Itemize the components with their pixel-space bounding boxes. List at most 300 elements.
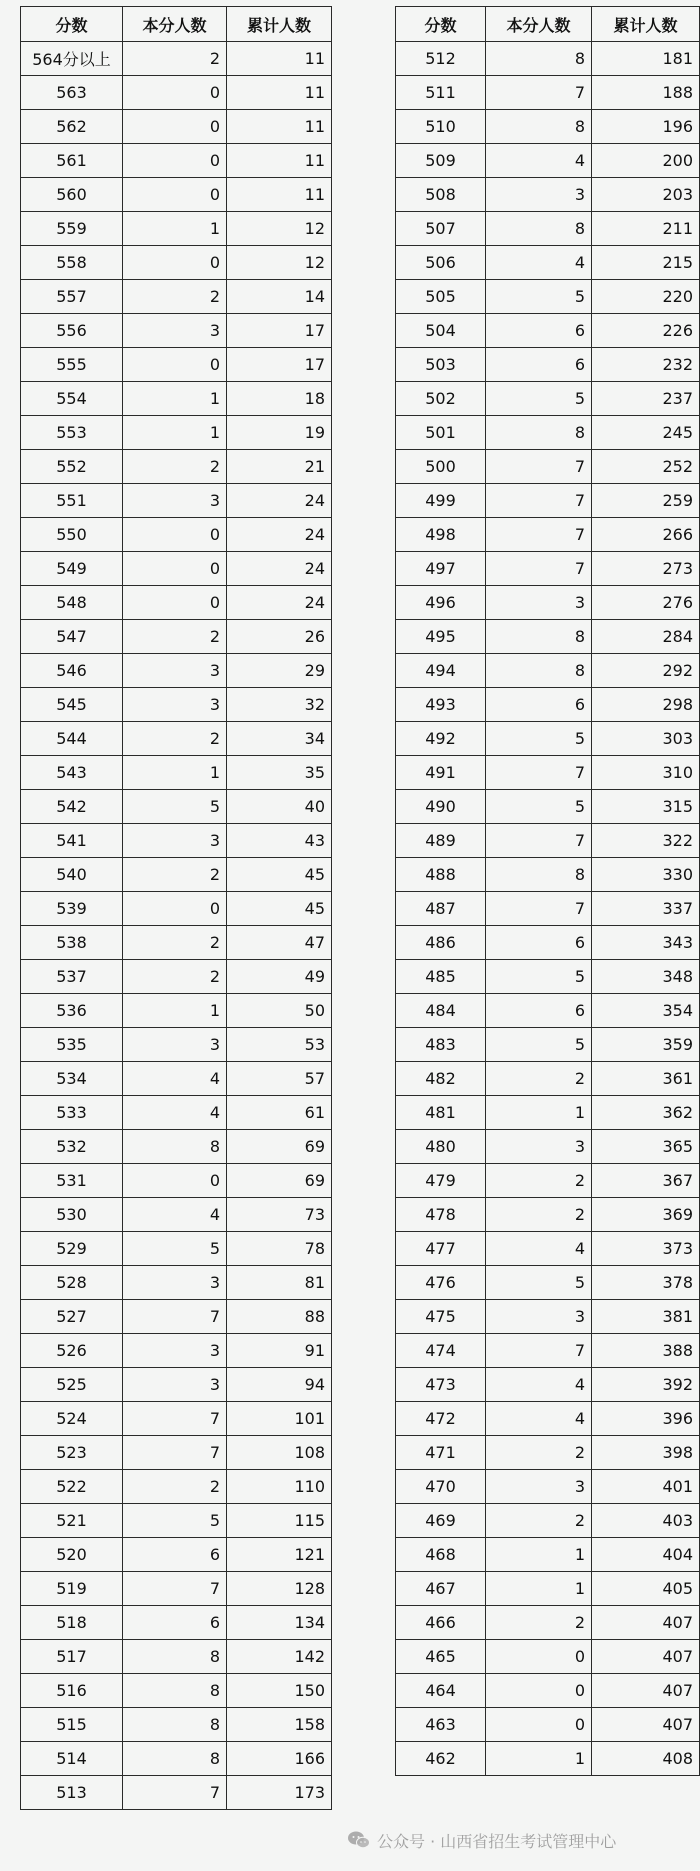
table-row [396, 1708, 700, 1742]
cell-score: 497 [396, 552, 486, 586]
table-row [396, 382, 700, 416]
cell-score: 464 [396, 1674, 486, 1708]
cell-cumulative: 17 [227, 314, 332, 348]
cell-cumulative: 407 [592, 1640, 700, 1674]
cell-count: 8 [486, 416, 592, 450]
cell-cumulative: 47 [227, 926, 332, 960]
table-row [396, 1402, 700, 1436]
table-row [396, 1028, 700, 1062]
cell-cumulative: 61 [227, 1096, 332, 1130]
cell-cumulative: 276 [592, 586, 700, 620]
cell-count: 7 [486, 450, 592, 484]
cell-cumulative: 330 [592, 858, 700, 892]
cell-count: 5 [123, 790, 227, 824]
cell-score: 529 [21, 1232, 123, 1266]
header-score: 分数 [21, 7, 123, 42]
cell-count: 7 [123, 1300, 227, 1334]
cell-count: 1 [486, 1096, 592, 1130]
table-row [21, 42, 332, 76]
table-row [396, 926, 700, 960]
cell-count: 2 [123, 450, 227, 484]
table-row [21, 1776, 332, 1810]
cell-cumulative: 29 [227, 654, 332, 688]
cell-score: 489 [396, 824, 486, 858]
watermark-text: 公众号 · 山西省招生考试管理中心 [377, 1831, 617, 1851]
header-count: 本分人数 [486, 7, 592, 42]
cell-count: 1 [486, 1572, 592, 1606]
cell-cumulative: 88 [227, 1300, 332, 1334]
table-row [21, 382, 332, 416]
cell-cumulative: 91 [227, 1334, 332, 1368]
cell-count: 0 [123, 348, 227, 382]
cell-count: 8 [486, 858, 592, 892]
cell-score: 491 [396, 756, 486, 790]
table-row [396, 110, 700, 144]
table-row [21, 1402, 332, 1436]
table-row [396, 212, 700, 246]
cell-score: 559 [21, 212, 123, 246]
cell-count: 3 [486, 178, 592, 212]
table-row [21, 212, 332, 246]
cell-count: 3 [123, 688, 227, 722]
cell-count: 7 [123, 1776, 227, 1810]
cell-cumulative: 188 [592, 76, 700, 110]
cell-count: 8 [123, 1674, 227, 1708]
table-row [396, 484, 700, 518]
cell-count: 1 [486, 1538, 592, 1572]
cell-score: 552 [21, 450, 123, 484]
table-row [396, 1538, 700, 1572]
cell-cumulative: 19 [227, 416, 332, 450]
table-row [21, 1266, 332, 1300]
cell-score: 488 [396, 858, 486, 892]
cell-cumulative: 392 [592, 1368, 700, 1402]
cell-cumulative: 298 [592, 688, 700, 722]
cell-cumulative: 34 [227, 722, 332, 756]
cell-count: 2 [123, 722, 227, 756]
cell-score: 553 [21, 416, 123, 450]
table-row [21, 348, 332, 382]
cell-count: 6 [486, 926, 592, 960]
cell-score: 538 [21, 926, 123, 960]
cell-cumulative: 115 [227, 1504, 332, 1538]
cell-cumulative: 57 [227, 1062, 332, 1096]
cell-score: 507 [396, 212, 486, 246]
cell-score: 463 [396, 1708, 486, 1742]
cell-count: 0 [123, 1164, 227, 1198]
cell-count: 1 [123, 382, 227, 416]
table-row [396, 1130, 700, 1164]
table-row [21, 1130, 332, 1164]
cell-score: 556 [21, 314, 123, 348]
cell-score: 534 [21, 1062, 123, 1096]
cell-score: 554 [21, 382, 123, 416]
cell-cumulative: 69 [227, 1130, 332, 1164]
cell-count: 4 [123, 1198, 227, 1232]
cell-count: 4 [486, 246, 592, 280]
table-row [396, 994, 700, 1028]
cell-count: 2 [486, 1606, 592, 1640]
cell-count: 7 [486, 484, 592, 518]
cell-cumulative: 359 [592, 1028, 700, 1062]
cell-count: 7 [486, 756, 592, 790]
cell-cumulative: 259 [592, 484, 700, 518]
cell-count: 4 [123, 1062, 227, 1096]
cell-cumulative: 200 [592, 144, 700, 178]
table-row [21, 518, 332, 552]
cell-score: 522 [21, 1470, 123, 1504]
table-row [21, 110, 332, 144]
cell-count: 8 [123, 1742, 227, 1776]
cell-count: 1 [123, 212, 227, 246]
table-row [21, 1708, 332, 1742]
cell-cumulative: 173 [227, 1776, 332, 1810]
table-row [396, 1674, 700, 1708]
cell-count: 8 [486, 620, 592, 654]
cell-cumulative: 40 [227, 790, 332, 824]
cell-score: 544 [21, 722, 123, 756]
cell-cumulative: 24 [227, 484, 332, 518]
cell-cumulative: 367 [592, 1164, 700, 1198]
cell-score: 475 [396, 1300, 486, 1334]
cell-score: 532 [21, 1130, 123, 1164]
cell-cumulative: 166 [227, 1742, 332, 1776]
cell-score: 466 [396, 1606, 486, 1640]
cell-count: 0 [123, 144, 227, 178]
cell-score: 537 [21, 960, 123, 994]
cell-cumulative: 11 [227, 144, 332, 178]
cell-count: 2 [486, 1436, 592, 1470]
cell-score: 562 [21, 110, 123, 144]
table-row [396, 824, 700, 858]
table-row [396, 314, 700, 348]
table-row [21, 1640, 332, 1674]
cell-cumulative: 401 [592, 1470, 700, 1504]
wechat-icon [347, 1830, 371, 1850]
cell-cumulative: 26 [227, 620, 332, 654]
cell-score: 472 [396, 1402, 486, 1436]
cell-cumulative: 266 [592, 518, 700, 552]
cell-count: 2 [486, 1062, 592, 1096]
cell-cumulative: 69 [227, 1164, 332, 1198]
cell-cumulative: 292 [592, 654, 700, 688]
cell-count: 3 [123, 1368, 227, 1402]
table-row [396, 858, 700, 892]
table-row [396, 76, 700, 110]
table-row [21, 1198, 332, 1232]
cell-cumulative: 322 [592, 824, 700, 858]
table-row [396, 1606, 700, 1640]
cell-score: 523 [21, 1436, 123, 1470]
table-row [396, 756, 700, 790]
cell-cumulative: 21 [227, 450, 332, 484]
cell-score: 485 [396, 960, 486, 994]
table-row [396, 518, 700, 552]
cell-count: 7 [123, 1572, 227, 1606]
cell-cumulative: 252 [592, 450, 700, 484]
cell-cumulative: 407 [592, 1606, 700, 1640]
table-row [21, 450, 332, 484]
cell-count: 7 [123, 1402, 227, 1436]
cell-score: 547 [21, 620, 123, 654]
cell-cumulative: 24 [227, 552, 332, 586]
cell-count: 4 [123, 1096, 227, 1130]
cell-score: 550 [21, 518, 123, 552]
cell-count: 3 [123, 1334, 227, 1368]
cell-score: 494 [396, 654, 486, 688]
cell-cumulative: 365 [592, 1130, 700, 1164]
cell-count: 2 [123, 960, 227, 994]
cell-cumulative: 18 [227, 382, 332, 416]
cell-count: 6 [486, 348, 592, 382]
cell-count: 0 [123, 110, 227, 144]
cell-cumulative: 284 [592, 620, 700, 654]
table-row [21, 76, 332, 110]
cell-cumulative: 12 [227, 246, 332, 280]
cell-score: 503 [396, 348, 486, 382]
cell-count: 3 [123, 824, 227, 858]
cell-cumulative: 362 [592, 1096, 700, 1130]
cell-cumulative: 388 [592, 1334, 700, 1368]
cell-cumulative: 53 [227, 1028, 332, 1062]
cell-count: 6 [486, 314, 592, 348]
cell-score: 542 [21, 790, 123, 824]
cell-cumulative: 121 [227, 1538, 332, 1572]
cell-count: 3 [123, 1266, 227, 1300]
table-row [21, 1368, 332, 1402]
cell-count: 0 [486, 1674, 592, 1708]
table-row [21, 246, 332, 280]
cell-cumulative: 303 [592, 722, 700, 756]
table-row [396, 1300, 700, 1334]
cell-count: 2 [123, 926, 227, 960]
table-row [21, 280, 332, 314]
table-row [396, 1164, 700, 1198]
table-row [21, 1300, 332, 1334]
table-row [396, 1096, 700, 1130]
cell-cumulative: 381 [592, 1300, 700, 1334]
table-row [396, 1062, 700, 1096]
table-row [396, 348, 700, 382]
cell-count: 2 [123, 858, 227, 892]
cell-score: 496 [396, 586, 486, 620]
cell-score: 509 [396, 144, 486, 178]
cell-count: 8 [486, 110, 592, 144]
cell-count: 7 [486, 824, 592, 858]
cell-cumulative: 405 [592, 1572, 700, 1606]
table-body [21, 42, 332, 1810]
cell-cumulative: 73 [227, 1198, 332, 1232]
header-count: 本分人数 [123, 7, 227, 42]
cell-score: 515 [21, 1708, 123, 1742]
cell-count: 6 [123, 1538, 227, 1572]
cell-count: 1 [486, 1742, 592, 1776]
cell-count: 0 [486, 1640, 592, 1674]
table-row [396, 450, 700, 484]
cell-count: 5 [486, 722, 592, 756]
cell-score: 543 [21, 756, 123, 790]
watermark [347, 1828, 616, 1852]
cell-score: 481 [396, 1096, 486, 1130]
cell-count: 3 [486, 586, 592, 620]
cell-score: 512 [396, 42, 486, 76]
cell-cumulative: 226 [592, 314, 700, 348]
cell-cumulative: 343 [592, 926, 700, 960]
cell-score: 470 [396, 1470, 486, 1504]
cell-cumulative: 81 [227, 1266, 332, 1300]
cell-score: 498 [396, 518, 486, 552]
cell-cumulative: 273 [592, 552, 700, 586]
cell-count: 0 [123, 586, 227, 620]
cell-count: 3 [123, 654, 227, 688]
table-row [396, 1266, 700, 1300]
cell-cumulative: 150 [227, 1674, 332, 1708]
table-row [396, 1504, 700, 1538]
table-row [21, 1028, 332, 1062]
cell-score: 462 [396, 1742, 486, 1776]
cell-cumulative: 45 [227, 892, 332, 926]
cell-cumulative: 354 [592, 994, 700, 1028]
cell-score: 504 [396, 314, 486, 348]
cell-count: 1 [123, 416, 227, 450]
cell-cumulative: 403 [592, 1504, 700, 1538]
cell-count: 5 [486, 960, 592, 994]
cell-score: 510 [396, 110, 486, 144]
cell-count: 6 [123, 1606, 227, 1640]
cell-cumulative: 43 [227, 824, 332, 858]
table-row [396, 586, 700, 620]
table-row [21, 620, 332, 654]
cell-score: 527 [21, 1300, 123, 1334]
cell-score: 561 [21, 144, 123, 178]
cell-count: 8 [486, 42, 592, 76]
table-row [21, 1674, 332, 1708]
cell-score: 548 [21, 586, 123, 620]
cell-score: 560 [21, 178, 123, 212]
table-row [21, 654, 332, 688]
table-row [21, 1062, 332, 1096]
cell-cumulative: 232 [592, 348, 700, 382]
cell-count: 8 [123, 1130, 227, 1164]
cell-cumulative: 181 [592, 42, 700, 76]
table-row [21, 1538, 332, 1572]
cell-cumulative: 245 [592, 416, 700, 450]
table-row [21, 1096, 332, 1130]
cell-score: 479 [396, 1164, 486, 1198]
cell-cumulative: 373 [592, 1232, 700, 1266]
table-row [396, 1198, 700, 1232]
table-row [396, 960, 700, 994]
cell-cumulative: 49 [227, 960, 332, 994]
table-row [21, 552, 332, 586]
cell-cumulative: 11 [227, 178, 332, 212]
cell-score: 530 [21, 1198, 123, 1232]
cell-count: 3 [123, 1028, 227, 1062]
table-body [396, 42, 700, 1776]
cell-count: 0 [123, 246, 227, 280]
cell-score: 545 [21, 688, 123, 722]
cell-cumulative: 128 [227, 1572, 332, 1606]
cell-score: 521 [21, 1504, 123, 1538]
cell-count: 5 [486, 1028, 592, 1062]
cell-score: 563 [21, 76, 123, 110]
cell-score: 536 [21, 994, 123, 1028]
table-row [396, 722, 700, 756]
cell-count: 7 [486, 76, 592, 110]
cell-score: 486 [396, 926, 486, 960]
cell-score: 471 [396, 1436, 486, 1470]
table-row [396, 1742, 700, 1776]
table-row [21, 1572, 332, 1606]
cell-cumulative: 101 [227, 1402, 332, 1436]
cell-cumulative: 24 [227, 518, 332, 552]
cell-count: 7 [486, 552, 592, 586]
cell-cumulative: 369 [592, 1198, 700, 1232]
cell-score: 495 [396, 620, 486, 654]
cell-score: 541 [21, 824, 123, 858]
cell-cumulative: 94 [227, 1368, 332, 1402]
cell-score: 518 [21, 1606, 123, 1640]
table-row [21, 892, 332, 926]
table-row [21, 1164, 332, 1198]
table-row [396, 654, 700, 688]
cell-cumulative: 361 [592, 1062, 700, 1096]
table-row [21, 1470, 332, 1504]
cell-cumulative: 378 [592, 1266, 700, 1300]
cell-score: 546 [21, 654, 123, 688]
cell-score: 513 [21, 1776, 123, 1810]
cell-cumulative: 337 [592, 892, 700, 926]
cell-cumulative: 134 [227, 1606, 332, 1640]
table-row [21, 960, 332, 994]
cell-count: 7 [486, 892, 592, 926]
cell-score: 514 [21, 1742, 123, 1776]
cell-count: 1 [123, 756, 227, 790]
cell-count: 6 [486, 688, 592, 722]
cell-score: 500 [396, 450, 486, 484]
cell-score: 493 [396, 688, 486, 722]
table-row [21, 1334, 332, 1368]
cell-score: 551 [21, 484, 123, 518]
table-row [396, 1640, 700, 1674]
cell-cumulative: 110 [227, 1470, 332, 1504]
table-row [396, 552, 700, 586]
cell-count: 3 [123, 484, 227, 518]
cell-cumulative: 237 [592, 382, 700, 416]
table-row [396, 280, 700, 314]
cell-cumulative: 17 [227, 348, 332, 382]
cell-score: 539 [21, 892, 123, 926]
cell-cumulative: 408 [592, 1742, 700, 1776]
cell-cumulative: 32 [227, 688, 332, 722]
table-row [21, 790, 332, 824]
cell-score: 484 [396, 994, 486, 1028]
cell-score: 520 [21, 1538, 123, 1572]
cell-count: 4 [486, 1232, 592, 1266]
cell-score: 490 [396, 790, 486, 824]
cell-cumulative: 50 [227, 994, 332, 1028]
table-row [21, 416, 332, 450]
cell-score: 505 [396, 280, 486, 314]
cell-count: 2 [123, 280, 227, 314]
table-row [396, 1232, 700, 1266]
table-row [396, 246, 700, 280]
cell-cumulative: 196 [592, 110, 700, 144]
table-row [21, 756, 332, 790]
cell-score: 531 [21, 1164, 123, 1198]
cell-count: 5 [123, 1504, 227, 1538]
cell-count: 5 [486, 382, 592, 416]
